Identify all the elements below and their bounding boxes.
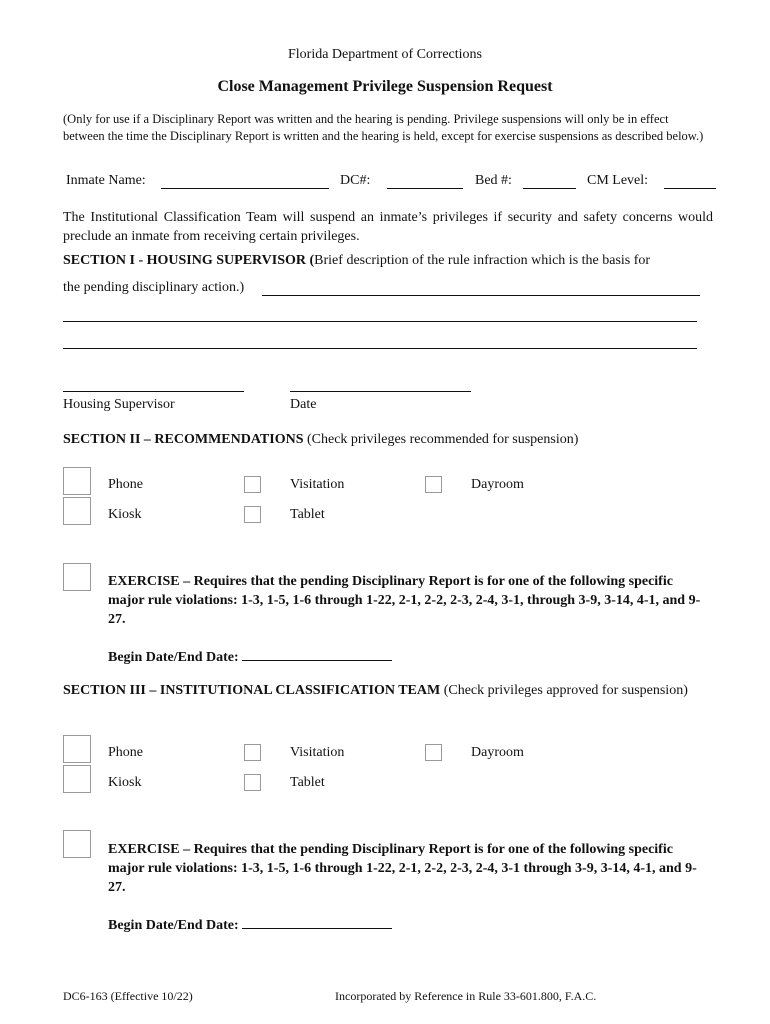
form-id: DC6-163 (Effective 10/22) — [63, 989, 193, 1003]
s3-begin-end-field[interactable] — [242, 914, 392, 929]
s2-dayroom-label: Dayroom — [471, 477, 524, 492]
supervisor-date-field[interactable] — [290, 391, 471, 392]
section1-desc-line1: Brief description of the rule infraction which is the basis for — [314, 253, 651, 268]
bed-number-label: Bed #: — [475, 173, 512, 188]
s2-phone-checkbox[interactable] — [63, 467, 91, 495]
rule-reference: Incorporated by Reference in Rule 33-601.800, F.A.C. — [335, 989, 597, 1003]
s2-kiosk-checkbox[interactable] — [63, 497, 91, 525]
s2-visitation-label: Visitation — [290, 477, 345, 492]
s3-exercise-text: EXERCISE – Requires that the pending Disciplinary Report is for one of the following specific major rule violations: 1-3, 1-5, 1-6 through 1-22, 2-1, 2-2, 2-3, 2-4, 3-1 through 3-9, 3-14, 4-1, and 9-27. — [108, 842, 697, 895]
cm-level-label: CM Level: — [587, 173, 649, 188]
s2-tablet-label: Tablet — [290, 507, 325, 522]
intro-paragraph: The Institutional Classification Team will suspend an inmate’s privileges if security and safety concerns would preclude an inmate from receiving certain privileges. — [63, 210, 713, 244]
form-title: Close Management Privilege Suspension Request — [217, 78, 553, 95]
s3-begin-end-line — [108, 914, 392, 934]
inmate-name-field[interactable] — [161, 188, 329, 189]
section1-heading: SECTION I - HOUSING SUPERVISOR ( — [63, 253, 315, 268]
infraction-description-field-3[interactable] — [63, 348, 697, 349]
s3-dayroom-label: Dayroom — [471, 745, 524, 760]
s3-exercise-checkbox[interactable] — [63, 830, 91, 858]
s3-begin-end-label: Begin Date/End Date: — [108, 918, 239, 933]
s2-exercise-checkbox[interactable] — [63, 563, 91, 591]
s3-kiosk-checkbox[interactable] — [63, 765, 91, 793]
cm-level-field[interactable] — [664, 188, 716, 189]
dc-number-field[interactable] — [387, 188, 463, 189]
section2-heading: SECTION II – RECOMMENDATIONS — [63, 432, 304, 447]
agency-name: Florida Department of Corrections — [287, 47, 482, 62]
s3-phone-checkbox[interactable] — [63, 735, 91, 763]
s3-visitation-checkbox[interactable] — [244, 744, 261, 761]
s3-tablet-label: Tablet — [290, 775, 325, 790]
s3-dayroom-checkbox[interactable] — [425, 744, 442, 761]
s2-tablet-checkbox[interactable] — [244, 506, 261, 523]
supervisor-date-label: Date — [290, 397, 317, 412]
instructions-text: (Only for use if a Disciplinary Report was written and the hearing is pending. Privilege suspensions will only be in effect between the time the Disciplinary Report is written and the hearing is held, except for exercise suspensions as described below.) — [63, 112, 704, 143]
s2-phone-label: Phone — [108, 477, 143, 492]
s3-kiosk-label: Kiosk — [108, 775, 142, 790]
housing-supervisor-label: Housing Supervisor — [63, 397, 175, 412]
section3-heading: SECTION III – INSTITUTIONAL CLASSIFICATION TEAM — [63, 683, 441, 698]
bed-number-field[interactable] — [523, 188, 576, 189]
section1-heading-line — [63, 253, 650, 269]
inmate-name-label: Inmate Name: — [66, 173, 146, 188]
s2-begin-end-label: Begin Date/End Date: — [108, 650, 239, 665]
s2-begin-end-field[interactable] — [242, 646, 392, 661]
s3-tablet-checkbox[interactable] — [244, 774, 261, 791]
infraction-description-field-1[interactable] — [262, 295, 700, 296]
housing-supervisor-signature-field[interactable] — [63, 391, 244, 392]
s3-visitation-label: Visitation — [290, 745, 345, 760]
s2-exercise-text: EXERCISE – Requires that the pending Disciplinary Report is for one of the following specific major rule violations: 1-3, 1-5, 1-6 through 1-22, 2-1, 2-2, 2-3, 2-4, 3-1, through 3-9, 3-14, 4-1, and 9-27. — [108, 574, 701, 627]
s2-kiosk-label: Kiosk — [108, 507, 142, 522]
section1-desc-line2: the pending disciplinary action.) — [63, 280, 245, 295]
section3-heading-line — [63, 682, 703, 700]
dc-number-label: DC#: — [340, 173, 371, 188]
s2-dayroom-checkbox[interactable] — [425, 476, 442, 493]
s2-begin-end-line — [108, 646, 392, 666]
infraction-description-field-2[interactable] — [63, 321, 697, 322]
s3-phone-label: Phone — [108, 745, 143, 760]
s2-visitation-checkbox[interactable] — [244, 476, 261, 493]
section3-heading-note: (Check privileges approved for suspension) — [440, 683, 688, 698]
section2-heading-line — [63, 432, 578, 448]
section2-heading-note: (Check privileges recommended for suspension) — [303, 432, 579, 447]
